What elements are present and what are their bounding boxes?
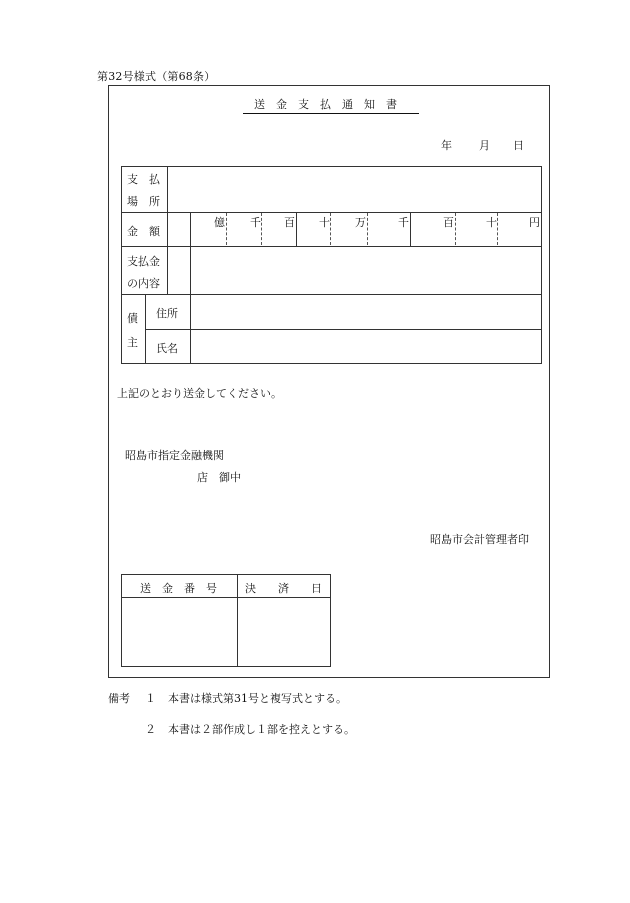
digit-hyaku-2: 百 xyxy=(443,216,454,229)
digit-oku: 億 xyxy=(214,216,225,229)
date-day: 日 xyxy=(513,139,524,152)
payment-place-label-1: 支 払 xyxy=(127,173,160,186)
name-label: 氏名 xyxy=(156,342,178,355)
table-col-divider xyxy=(167,166,168,294)
instruction-text: 上記のとおり送金してください。 xyxy=(117,387,282,400)
amount-dashed-separator xyxy=(497,213,498,245)
date-month: 月 xyxy=(479,139,490,152)
note-2-number: ２ xyxy=(145,723,156,736)
amount-dashed-separator xyxy=(367,213,368,245)
digit-ju-2: 十 xyxy=(486,216,497,229)
digit-man: 万 xyxy=(355,216,366,229)
form-number-label: 第32号様式（第68条） xyxy=(97,70,216,83)
note-2-text: 本書は２部作成し１部を控えとする。 xyxy=(168,723,355,736)
table-row-divider xyxy=(145,329,542,330)
settled-date-label: 決 済 日 xyxy=(245,582,322,595)
payment-table xyxy=(121,166,542,364)
remittance-table-col-divider xyxy=(237,574,238,667)
amount-separator xyxy=(410,212,411,246)
bank-branch: 店 御中 xyxy=(197,471,241,484)
amount-dashed-separator xyxy=(226,213,227,245)
document-title: 送金支払通知書 xyxy=(243,96,419,114)
amount-dashed-separator xyxy=(455,213,456,245)
note-1-text: 本書は様式第31号と複写式とする。 xyxy=(168,692,347,705)
payment-place-label-2: 場 所 xyxy=(127,195,160,208)
note-1-number: １ xyxy=(145,692,156,705)
content-label-1: 支払金 xyxy=(127,255,160,268)
digit-yen: 円 xyxy=(529,216,540,229)
table-col-divider xyxy=(145,294,146,364)
table-col-divider xyxy=(190,212,191,364)
address-label: 住所 xyxy=(156,307,178,320)
table-row-divider xyxy=(121,246,542,247)
bank-name: 昭島市指定金融機関 xyxy=(125,449,224,462)
content-label-2: の内容 xyxy=(127,277,160,290)
digit-ju: 十 xyxy=(319,216,330,229)
amount-dashed-separator xyxy=(330,213,331,245)
remittance-table-divider xyxy=(121,597,331,598)
digit-sen: 千 xyxy=(250,216,261,229)
remit-number-label: 送 金 番 号 xyxy=(140,582,217,595)
digit-hyaku: 百 xyxy=(284,216,295,229)
amount-label: 金 額 xyxy=(127,225,160,238)
date-year: 年 xyxy=(441,139,452,152)
notes-heading: 備考 xyxy=(108,692,130,705)
amount-dashed-separator xyxy=(261,213,262,245)
creditor-label-2: 主 xyxy=(127,336,138,349)
creditor-label-1: 債 xyxy=(127,312,138,325)
digit-sen-2: 千 xyxy=(398,216,409,229)
table-row-divider xyxy=(121,212,542,213)
amount-separator xyxy=(296,212,297,246)
signer-label: 昭島市会計管理者印 xyxy=(430,533,529,546)
table-row-divider xyxy=(121,294,542,295)
